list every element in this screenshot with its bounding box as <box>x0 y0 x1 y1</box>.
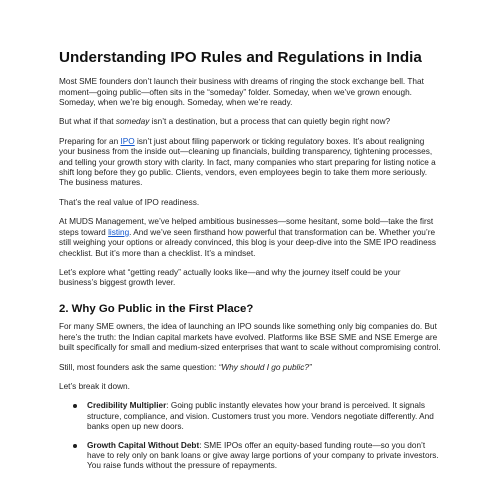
question-text: Still, most founders ask the same question: <box>59 362 219 372</box>
muds-text-a: At MUDS Management, we’ve helped ambitious businesses—some hesitant, some bold—take the first steps toward <box>59 217 434 237</box>
bullet-dot-icon <box>73 444 77 448</box>
section-intro-paragraph: For many SME owners, the idea of launching an IPO sounds like something only big companies do. But here’s the truth: the Indian capital markets have evolved. Platforms like BSE SME and NSE Emerge are built specifically for small and medium-sized enterprises that want to scale without compromising control. <box>59 322 441 353</box>
list-item-term: Credibility Multiplier <box>87 401 167 411</box>
listing-link[interactable]: listing <box>108 227 130 237</box>
break-down-paragraph: Let’s break it down. <box>59 382 130 392</box>
list-item-text: : SME IPOs offer an equity-based funding route—so you don’t have to rely only on bank loans or give away large portions of your company to private investors. You raise funds without the pressure of repayments. <box>87 440 439 471</box>
someday-text-a: But what if that <box>59 117 116 127</box>
someday-text-b: isn’t a destination, but a process that can quietly begin right now? <box>149 117 391 127</box>
list-item <box>59 441 441 472</box>
someday-emphasis: someday <box>115 117 150 127</box>
list-item-text: : Going public instantly elevates how your brand is perceived. It signals structure, compliance, and vision. Customers trust you more. Vendors negotiate differently. And banks open up new doors. <box>87 401 434 432</box>
page-title: Understanding IPO Rules and Regulations in India <box>59 49 422 66</box>
ipo-link[interactable]: IPO <box>120 136 135 146</box>
intro-paragraph: Most SME founders don’t launch their business with dreams of ringing the stock exchange bell. That moment—going public—often sits in the “someday” folder. Someday, when we’ve grown enough. Someday, when we’re big enough. Someday, when we’re ready. <box>59 77 424 108</box>
list-item-term: Growth Capital Without Debt <box>87 440 200 450</box>
someday-paragraph <box>59 117 441 127</box>
preparing-text-b: isn’t just about filing paperwork or ticking regulatory boxes. It’s about realigning your business from the inside out—cleaning up financials, building transparency, tightening processes, and telling your growth story with clarity. In fact, many companies who start preparing for listing notice a shift long before they go public. Clients, vendors, even employees begin to take them more seriously. The business matures. <box>59 136 436 188</box>
section-heading: 2. Why Go Public in the First Place? <box>59 302 254 315</box>
explore-paragraph: Let’s explore what “getting ready” actually looks like—and why the journey itself could be your business’s biggest growth lever. <box>59 267 401 288</box>
question-emphasis: “Why should I go public?” <box>218 362 312 372</box>
real-value-paragraph: That’s the real value of IPO readiness. <box>59 197 200 207</box>
list-item <box>59 401 441 432</box>
benefits-list <box>59 401 441 471</box>
preparing-paragraph <box>59 137 441 189</box>
bullet-dot-icon <box>73 404 77 408</box>
question-paragraph <box>59 363 441 373</box>
muds-paragraph <box>59 217 441 259</box>
preparing-text-a: Preparing for an <box>59 136 121 146</box>
muds-text-b: . And we’ve seen firsthand how powerful that transformation can be. Whether you’re still weighing your options or already convinced, this blog is your deep-dive into the SME IPO readiness checklist. But it’s more than a checklist. It’s a mindset. <box>59 227 436 258</box>
